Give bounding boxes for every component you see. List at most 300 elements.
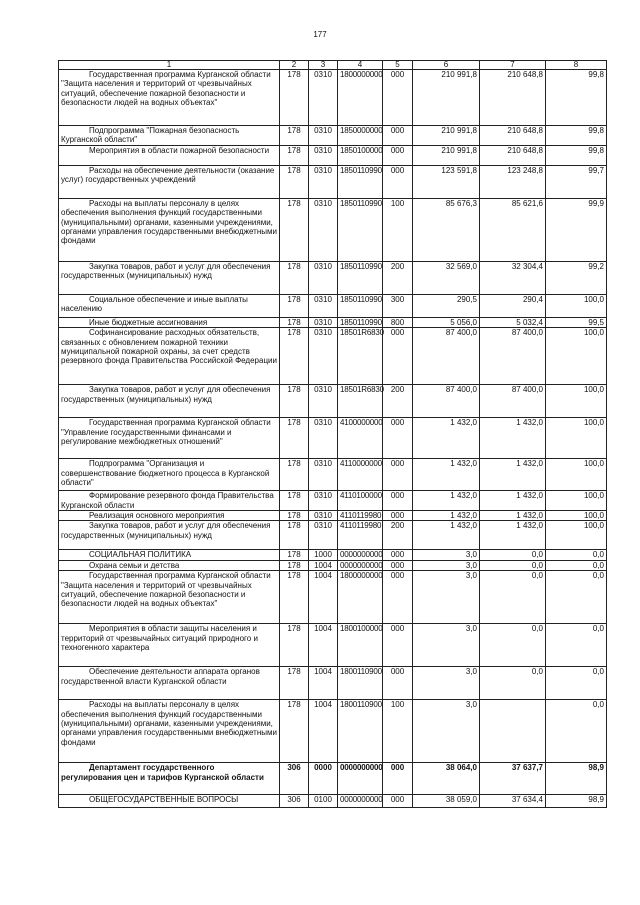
expense-type-cell-text: 000 [390,550,405,560]
executed-amount-cell-text: 210 648,8 [507,126,543,135]
column-header: 4 [338,61,383,70]
section-cell [309,550,338,560]
expense-type-cell [383,511,413,521]
section-cell-text: 0310 [314,198,332,208]
percent-cell [546,521,607,550]
executed-amount-cell-text: 1 432,0 [516,521,543,531]
row-name-cell-text: Расходы на обеспечение деятельности (оказание услуг) государственных учреждений [61,165,275,185]
table-row [59,795,607,808]
table-row [59,491,607,511]
row-name-cell [59,511,280,521]
code-cell-text: 178 [287,521,301,531]
target-article-cell-text: 1800000000 [340,571,383,581]
section-cell [309,795,338,808]
target-article-cell [338,70,383,126]
percent-cell [546,261,607,294]
percent-cell-text: 100,0 [583,521,604,531]
percent-cell-text: 100,0 [583,459,604,469]
executed-amount-cell-text: 5 032,4 [516,317,543,327]
code-cell-text: 178 [287,560,301,570]
row-name-cell-text: Государственная программа Курганской области "Защита населения и территорий от чрезвычайных ситуаций, обеспечение пожарной безопасности и безопасности людей на водных объектах" [61,70,271,108]
executed-amount-cell-text: 1 432,0 [516,459,543,469]
expense-type-cell-text: 000 [390,571,405,581]
row-name-cell-text: Департамент государственного регулирования цен и тарифов Курганской области [61,763,264,782]
executed-amount-cell [480,511,546,521]
code-cell-text: 178 [287,571,301,581]
executed-amount-cell [480,261,546,294]
executed-amount-cell [480,317,546,327]
section-cell-text: 0310 [314,328,332,338]
code-cell-text: 178 [287,491,301,501]
executed-amount-cell [480,126,546,146]
planned-amount-cell-text: 38 064,0 [445,763,477,773]
code-cell-text: 178 [287,700,301,710]
target-article-cell [338,560,383,570]
target-article-cell-text: 4110119980 [340,511,382,521]
expense-type-cell-text: 000 [390,560,405,570]
target-article-cell-text: 18501R6830 [340,328,384,338]
target-article-cell [338,624,383,667]
expense-type-cell-text: 000 [390,763,405,773]
percent-cell [546,571,607,624]
row-name-cell [59,491,280,511]
code-cell [280,491,309,511]
planned-amount-cell [413,571,480,624]
code-cell [280,385,309,418]
percent-cell-text: 0,0 [592,700,604,710]
code-cell [280,294,309,317]
row-name-cell-text: Социальное обеспечение и иные выплаты населению [61,294,248,314]
planned-amount-cell [413,328,480,385]
executed-amount-cell-text: 210 648,8 [507,145,543,155]
target-article-cell [338,550,383,560]
section-cell-text: 0310 [314,459,332,469]
planned-amount-cell-text: 1 432,0 [450,418,477,428]
percent-cell [546,418,607,459]
section-cell-text: 0310 [314,317,332,327]
percent-cell [546,126,607,146]
executed-amount-cell-text: 1 432,0 [516,418,543,428]
section-cell [309,624,338,667]
expense-type-cell [383,491,413,511]
percent-cell-text: 100,0 [583,511,604,521]
table-row [59,763,607,795]
row-name-cell [59,763,280,795]
target-article-cell [338,328,383,385]
section-cell-text: 0310 [314,418,332,428]
percent-cell-text: 99,8 [588,145,604,155]
column-header: 6 [413,61,480,70]
planned-amount-cell-text: 3,0 [465,667,477,677]
expense-type-cell [383,317,413,327]
section-cell-text: 1004 [314,624,332,634]
target-article-cell-text: 4100000000 [340,418,383,428]
target-article-cell-text: 1850110990 [340,294,382,304]
row-name-cell [59,459,280,491]
row-name-cell-text: Обеспечение деятельности аппарата органов государственной власти Курганской области [61,667,260,686]
code-cell-text: 178 [287,328,301,338]
section-cell-text: 0310 [314,145,332,155]
section-cell [309,521,338,550]
percent-cell-text: 100,0 [583,294,604,304]
planned-amount-cell-text: 3,0 [465,700,477,710]
section-cell-text: 0310 [314,261,332,271]
section-cell [309,198,338,261]
code-cell [280,261,309,294]
target-article-cell-text: 1850100000 [340,145,383,155]
expense-type-cell-text: 000 [390,667,405,677]
planned-amount-cell-text: 1 432,0 [450,491,477,501]
planned-amount-cell-text: 210 991,8 [441,145,477,155]
percent-cell-text: 98,9 [588,763,604,773]
expense-type-cell [383,126,413,146]
row-name-cell-text: Реализация основного мероприятия [89,511,225,521]
expense-type-cell-text: 200 [390,261,405,271]
table-row [59,294,607,317]
percent-cell [546,560,607,570]
percent-cell-text: 0,0 [592,550,604,560]
expense-type-cell [383,550,413,560]
percent-cell-text: 100,0 [583,418,604,428]
table-row [59,418,607,459]
planned-amount-cell [413,624,480,667]
planned-amount-cell [413,418,480,459]
row-name-cell-text: Закупка товаров, работ и услуг для обеспечения государственных (муниципальных) нужд [61,261,271,281]
row-name-cell-text: Формирование резервного фонда Правительства Курганской области [61,491,274,510]
row-name-cell-text: Мероприятия в области защиты населения и территорий от чрезвычайных ситуаций природного и техногенного характера [61,624,258,653]
percent-cell [546,165,607,198]
section-cell [309,317,338,327]
row-name-cell-text: Закупка товаров, работ и услуг для обеспечения государственных (муниципальных) нужд [61,385,271,404]
percent-cell-text: 0,0 [592,624,604,634]
code-cell [280,317,309,327]
percent-cell [546,795,607,808]
row-name-cell [59,560,280,570]
code-cell-text: 178 [287,418,301,428]
percent-cell-text: 98,9 [588,795,604,805]
code-cell-text: 178 [287,624,301,634]
planned-amount-cell [413,294,480,317]
percent-cell [546,198,607,261]
section-cell-text: 0310 [314,521,332,531]
expense-type-cell-text: 000 [390,624,405,634]
percent-cell-text: 99,2 [588,261,604,271]
code-cell-text: 178 [287,70,301,79]
row-name-cell [59,317,280,327]
percent-cell-text: 99,7 [588,165,604,175]
planned-amount-cell [413,145,480,165]
expense-type-cell [383,198,413,261]
code-cell [280,571,309,624]
target-article-cell-text: 1800100000 [340,624,383,634]
expense-type-cell [383,521,413,550]
target-article-cell [338,198,383,261]
executed-amount-cell [480,700,546,763]
target-article-cell [338,667,383,700]
code-cell [280,560,309,570]
row-name-cell-text: Охрана семьи и детства [89,560,180,570]
percent-cell [546,491,607,511]
planned-amount-cell [413,550,480,560]
percent-cell-text: 99,9 [588,198,604,208]
expense-type-cell [383,560,413,570]
table-row [59,511,607,521]
section-cell-text: 0310 [314,491,332,501]
executed-amount-cell-text: 0,0 [531,624,543,634]
expense-type-cell-text: 000 [390,795,405,805]
code-cell [280,418,309,459]
planned-amount-cell-text: 87 400,0 [445,385,477,395]
code-cell [280,126,309,146]
table-row [59,571,607,624]
code-cell-text: 178 [287,550,301,560]
code-cell-text: 178 [287,126,301,135]
expense-type-cell [383,700,413,763]
expense-type-cell [383,328,413,385]
table-row [59,667,607,700]
section-cell-text: 0100 [314,795,332,805]
percent-cell-text: 0,0 [592,667,604,677]
expense-type-cell-text: 000 [390,491,405,501]
target-article-cell [338,459,383,491]
executed-amount-cell [480,294,546,317]
planned-amount-cell-text: 32 569,0 [445,261,477,271]
section-cell [309,459,338,491]
executed-amount-cell [480,70,546,126]
planned-amount-cell [413,126,480,146]
code-cell-text: 178 [287,511,301,521]
planned-amount-cell-text: 210 991,8 [441,70,477,79]
row-name-cell [59,385,280,418]
row-name-cell-text: Государственная программа Курганской области "Управление государственными финансами и регулирование межбюджетных отношений" [61,418,271,447]
section-cell-text: 0310 [314,294,332,304]
planned-amount-cell [413,459,480,491]
executed-amount-cell [480,521,546,550]
code-cell [280,165,309,198]
code-cell-text: 178 [287,198,301,208]
executed-amount-cell-text: 123 248,8 [507,165,543,175]
percent-cell-text: 99,8 [588,126,604,135]
percent-cell [546,624,607,667]
executed-amount-cell [480,763,546,795]
executed-amount-cell [480,198,546,261]
expense-type-cell-text: 200 [390,521,405,531]
section-cell-text: 0310 [314,70,332,79]
percent-cell-text: 100,0 [583,491,604,501]
code-cell [280,763,309,795]
table-row [59,198,607,261]
code-cell [280,624,309,667]
section-cell [309,294,338,317]
executed-amount-cell-text: 32 304,4 [511,261,543,271]
target-article-cell [338,418,383,459]
target-article-cell-text: 0000000000 [340,795,383,805]
table-row [59,521,607,550]
planned-amount-cell [413,385,480,418]
executed-amount-cell [480,418,546,459]
column-header: 7 [480,61,546,70]
executed-amount-cell [480,165,546,198]
target-article-cell [338,521,383,550]
section-cell [309,491,338,511]
percent-cell [546,459,607,491]
row-name-cell [59,70,280,126]
planned-amount-cell [413,560,480,570]
target-article-cell-text: 1800110900 [340,667,382,677]
page-number: 177 [313,30,327,39]
expense-type-cell-text: 000 [390,126,405,135]
section-cell [309,700,338,763]
planned-amount-cell [413,511,480,521]
section-cell [309,667,338,700]
target-article-cell-text: 0000000000 [340,763,383,773]
expense-type-cell-text: 100 [390,700,405,710]
planned-amount-cell [413,795,480,808]
target-article-cell-text: 1850000000 [340,126,383,135]
target-article-cell-text: 1850110990 [340,261,382,271]
code-cell [280,550,309,560]
percent-cell [546,70,607,126]
executed-amount-cell [480,459,546,491]
code-cell [280,667,309,700]
executed-amount-cell-text: 37 634,4 [511,795,543,805]
row-name-cell-text: СОЦИАЛЬНАЯ ПОЛИТИКА [89,550,192,560]
expense-type-cell-text: 000 [390,165,405,175]
expense-type-cell [383,459,413,491]
target-article-cell-text: 4110000000 [340,459,382,469]
section-cell-text: 0310 [314,385,332,395]
row-name-cell-text: Расходы на выплаты персоналу в целях обеспечения выполнения функций государственными (муниципальными) органами, казенными учреждениями, органами управления государственными внебюджетными фондами [61,700,277,747]
percent-cell [546,700,607,763]
executed-amount-cell-text: 0,0 [531,550,543,560]
percent-cell [546,550,607,560]
expense-type-cell [383,418,413,459]
code-cell-text: 178 [287,459,301,469]
planned-amount-cell [413,70,480,126]
planned-amount-cell-text: 123 591,8 [441,165,477,175]
target-article-cell [338,491,383,511]
target-article-cell [338,145,383,165]
executed-amount-cell-text: 1 432,0 [516,491,543,501]
planned-amount-cell-text: 3,0 [465,624,477,634]
executed-amount-cell [480,491,546,511]
target-article-cell-text: 4110100000 [340,491,382,501]
executed-amount-cell-text: 85 621,6 [511,198,543,208]
planned-amount-cell [413,521,480,550]
row-name-cell [59,418,280,459]
planned-amount-cell-text: 87 400,0 [445,328,477,338]
code-cell [280,511,309,521]
target-article-cell [338,795,383,808]
planned-amount-cell [413,261,480,294]
section-cell [309,145,338,165]
planned-amount-cell-text: 1 432,0 [450,521,477,531]
section-cell-text: 0310 [314,511,332,521]
target-article-cell-text: 18501R6830 [340,385,384,395]
row-name-cell-text: Государственная программа Курганской области "Защита населения и территорий от чрезвычайных ситуаций, обеспечение пожарной безопасности и безопасности людей на водных объектах" [61,571,271,609]
target-article-cell-text: 4110119980 [340,521,382,531]
planned-amount-cell [413,491,480,511]
table-row [59,145,607,165]
code-cell-text: 178 [287,145,301,155]
section-cell-text: 1004 [314,700,332,710]
table-row [59,560,607,570]
expense-type-cell [383,294,413,317]
expense-type-cell [383,624,413,667]
row-name-cell [59,667,280,700]
code-cell [280,459,309,491]
expense-type-cell-text: 000 [390,418,405,428]
column-header: 1 [59,61,280,70]
section-cell [309,560,338,570]
percent-cell-text: 100,0 [583,385,604,395]
table-row [59,261,607,294]
executed-amount-cell [480,571,546,624]
target-article-cell-text: 0000000000 [340,560,383,570]
table-row [59,550,607,560]
row-name-cell [59,165,280,198]
planned-amount-cell [413,317,480,327]
code-cell-text: 306 [287,795,301,805]
executed-amount-cell [480,795,546,808]
expense-type-cell [383,667,413,700]
percent-cell-text: 99,8 [588,70,604,79]
code-cell-text: 306 [287,763,301,773]
planned-amount-cell-text: 3,0 [465,571,477,581]
header-row [59,61,607,70]
section-cell [309,763,338,795]
section-cell [309,571,338,624]
table-row [59,126,607,146]
row-name-cell [59,126,280,146]
executed-amount-cell-text: 87 400,0 [511,385,543,395]
expense-type-cell-text: 800 [390,317,405,327]
code-cell-text: 178 [287,317,301,327]
expense-type-cell-text: 000 [390,145,405,155]
executed-amount-cell [480,624,546,667]
planned-amount-cell-text: 1 432,0 [450,459,477,469]
section-cell [309,126,338,146]
row-name-cell-text: Мероприятия в области пожарной безопасности [89,145,270,155]
percent-cell [546,763,607,795]
expense-type-cell [383,795,413,808]
executed-amount-cell-text: 87 400,0 [511,328,543,338]
section-cell [309,328,338,385]
planned-amount-cell-text: 85 676,3 [445,198,477,208]
section-cell [309,70,338,126]
target-article-cell [338,700,383,763]
row-name-cell [59,550,280,560]
percent-cell [546,385,607,418]
expense-type-cell [383,261,413,294]
expense-type-cell-text: 000 [390,459,405,469]
row-name-cell-text: Подпрограмма "Организация и совершенствование бюджетного процесса в Курганской области" [61,459,270,488]
column-header: 5 [383,61,413,70]
target-article-cell-text: 0000000000 [340,550,383,560]
percent-cell [546,328,607,385]
section-cell-text: 1004 [314,560,332,570]
target-article-cell-text: 1800110900 [340,700,382,710]
executed-amount-cell [480,667,546,700]
section-cell-text: 0310 [314,126,332,135]
row-name-cell [59,795,280,808]
code-cell [280,70,309,126]
planned-amount-cell [413,667,480,700]
target-article-cell [338,571,383,624]
expense-type-cell [383,70,413,126]
section-cell [309,165,338,198]
column-header: 3 [309,61,338,70]
